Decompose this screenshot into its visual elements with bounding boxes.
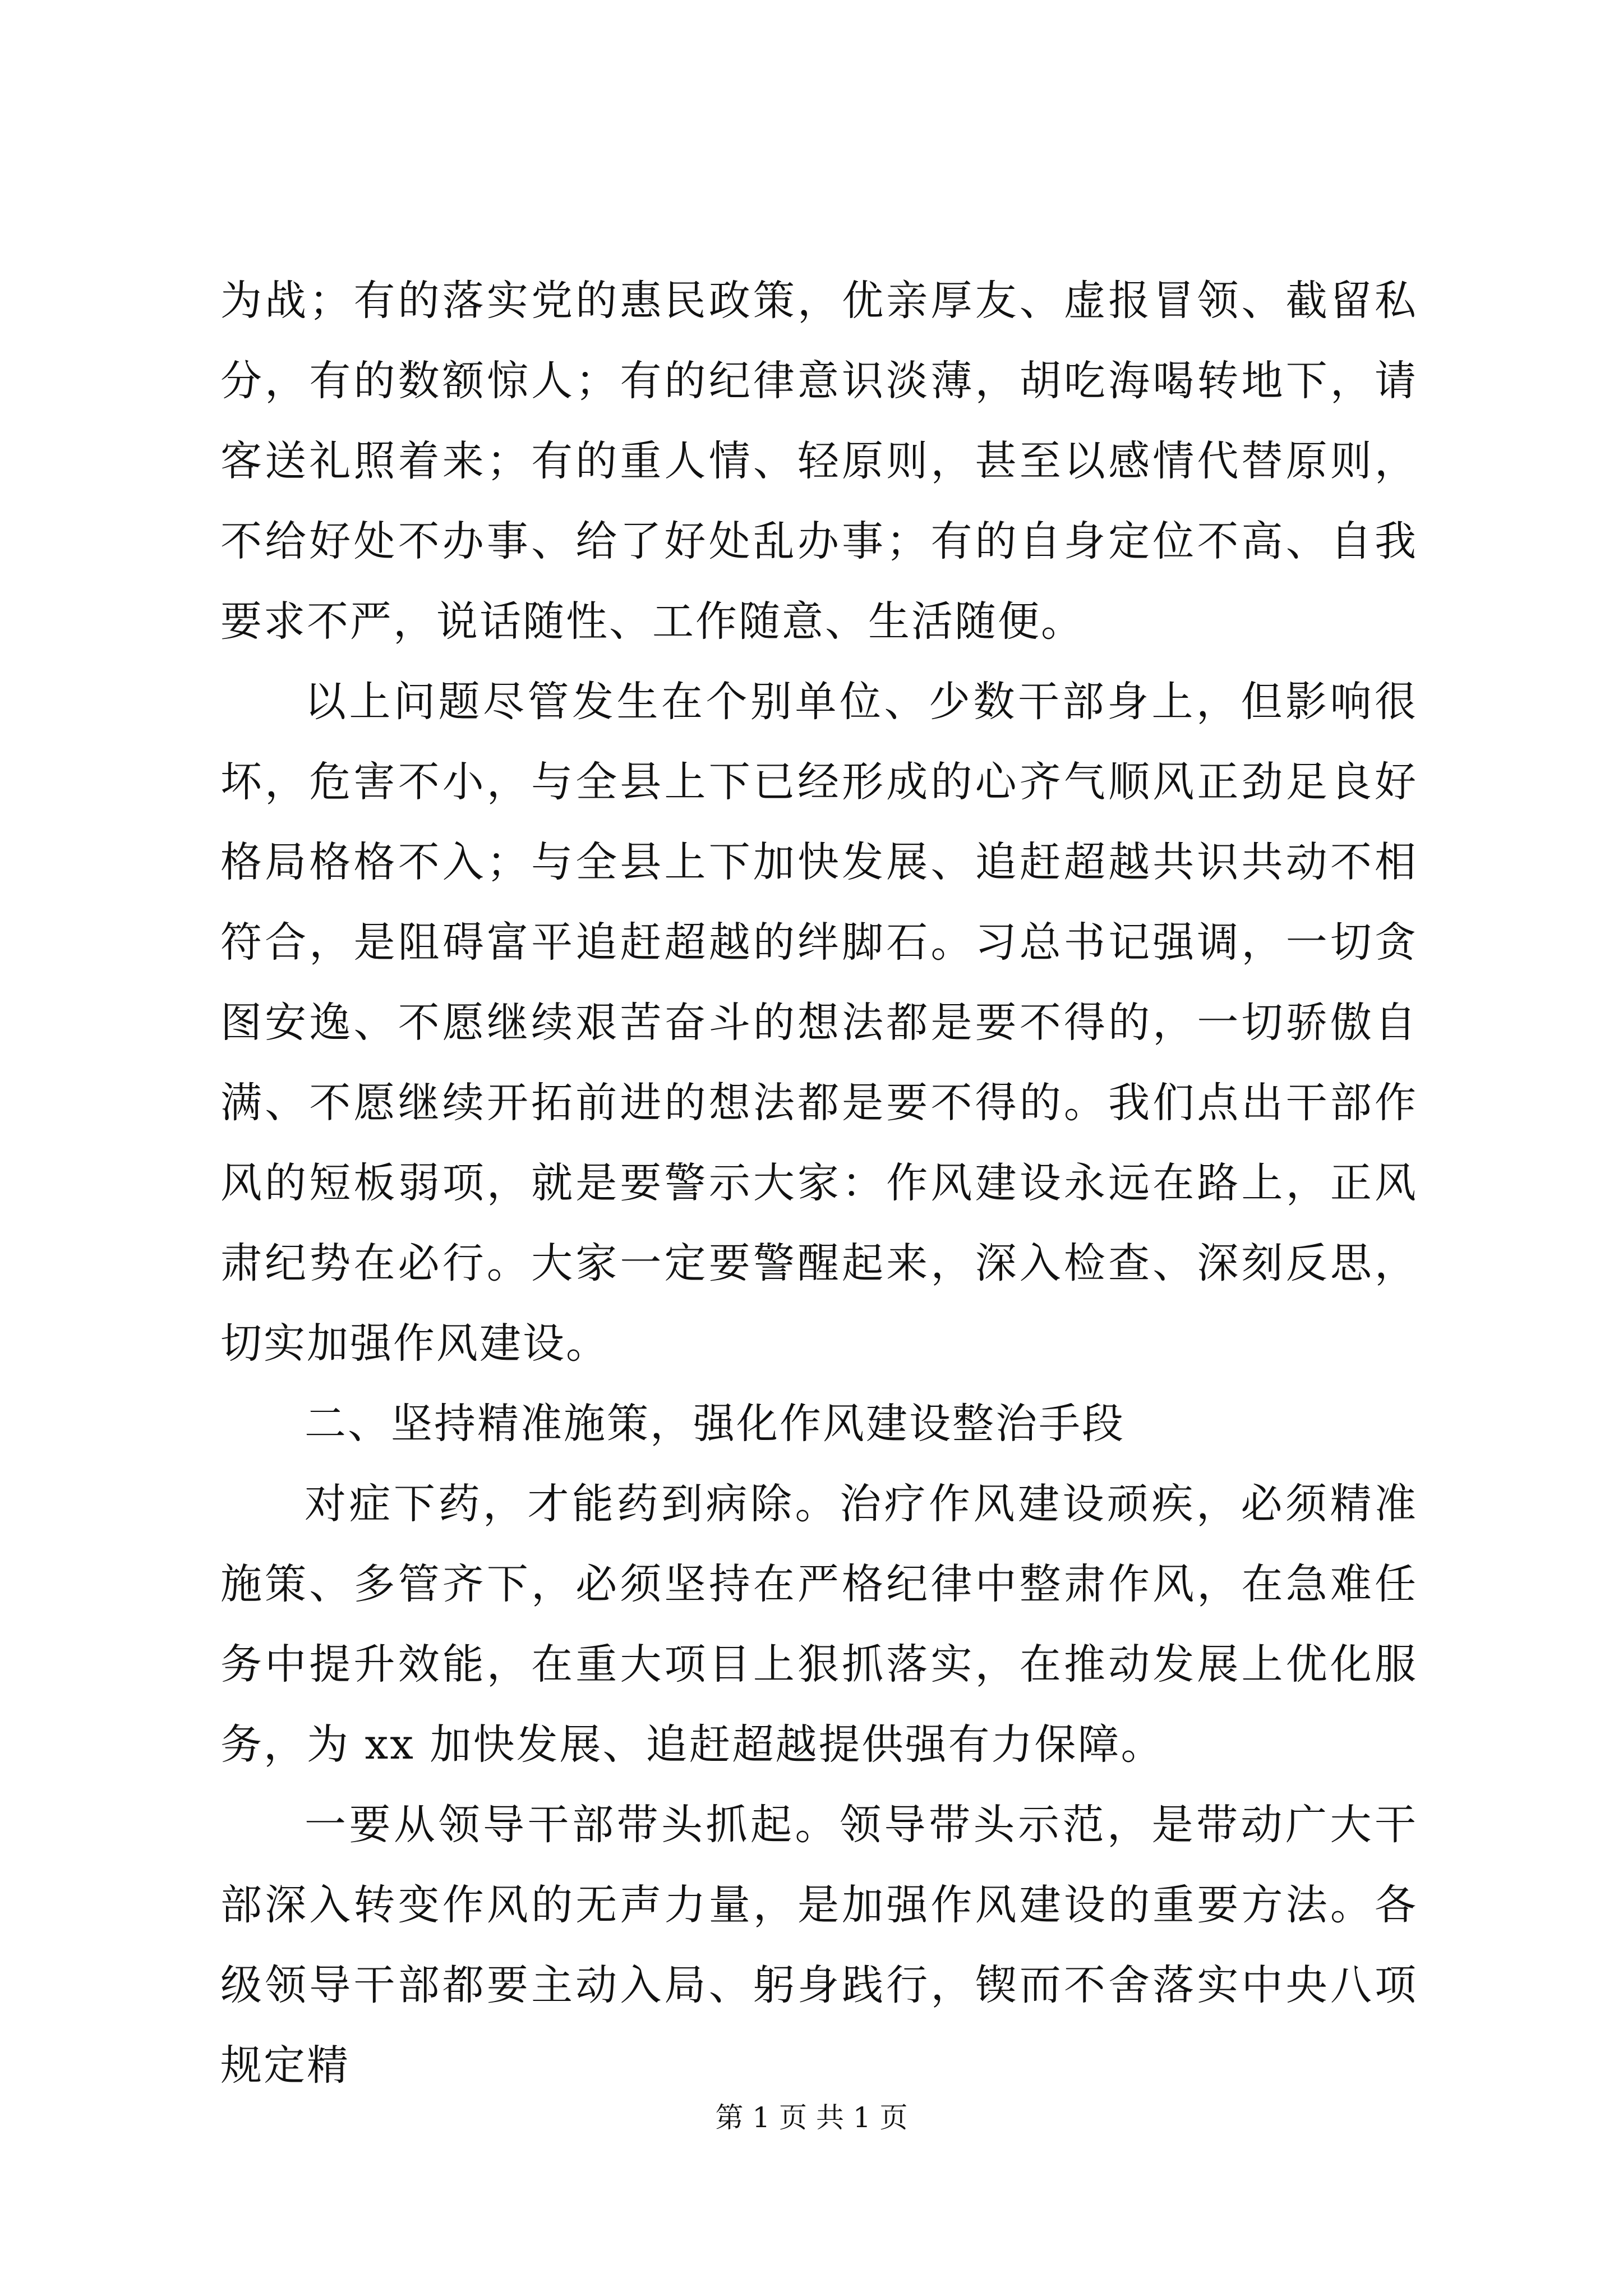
paragraph-4: 一要从领导干部带头抓起。领导带头示范，是带动广大干部深入转变作风的无声力量，是加强作风建设的重要方法。各级领导干部都要主动入局、躬身践行，锲而不舍落实中央八项规定精: [220, 1801, 1418, 2090]
page-footer: 第 1 页 共 1 页: [715, 2101, 908, 2134]
document-body: [220, 261, 1418, 2106]
section-heading-2: 二、坚持精准施策，强化作风建设整治手段: [305, 1400, 1125, 1448]
paragraph-1: 为战；有的落实党的惠民政策，优亲厚友、虚报冒领、截留私分，有的数额惊人；有的纪律意识淡薄，胡吃海喝转地下，请客送礼照着来；有的重人情、轻原则，甚至以感情代替原则，不给好处不办事、给了好处乱办事；有的自身定位不高、自我要求不严，说话随性、工作随意、生活随便。: [220, 277, 1418, 646]
paragraph-2: 以上问题尽管发生在个别单位、少数干部身上，但影响很坏，危害不小，与全县上下已经形成的心齐气顺风正劲足良好格局格格不入；与全县上下加快发展、追赶超越共识共动不相符合，是阻碍富平追赶超越的绊脚石。习总书记强调，一切贪图安逸、不愿继续艰苦奋斗的想法都是要不得的，一切骄傲自满、不愿继续开拓前进的想法都是要不得的。我们点出干部作风的短板弱项，就是要警示大家：作风建设永远在路上，正风肃纪势在必行。大家一定要警醒起来，深入检查、深刻反思，切实加强作风建设。: [220, 678, 1418, 1368]
paragraph-3: 对症下药，才能药到病除。治疗作风建设顽疾，必须精准施策、多管齐下，必须坚持在严格纪律中整肃作风，在急难任务中提升效能，在重大项目上狠抓落实，在推动发展上优化服务，为 xx 加快发展、追赶超越提供强有力保障。: [220, 1480, 1418, 1769]
